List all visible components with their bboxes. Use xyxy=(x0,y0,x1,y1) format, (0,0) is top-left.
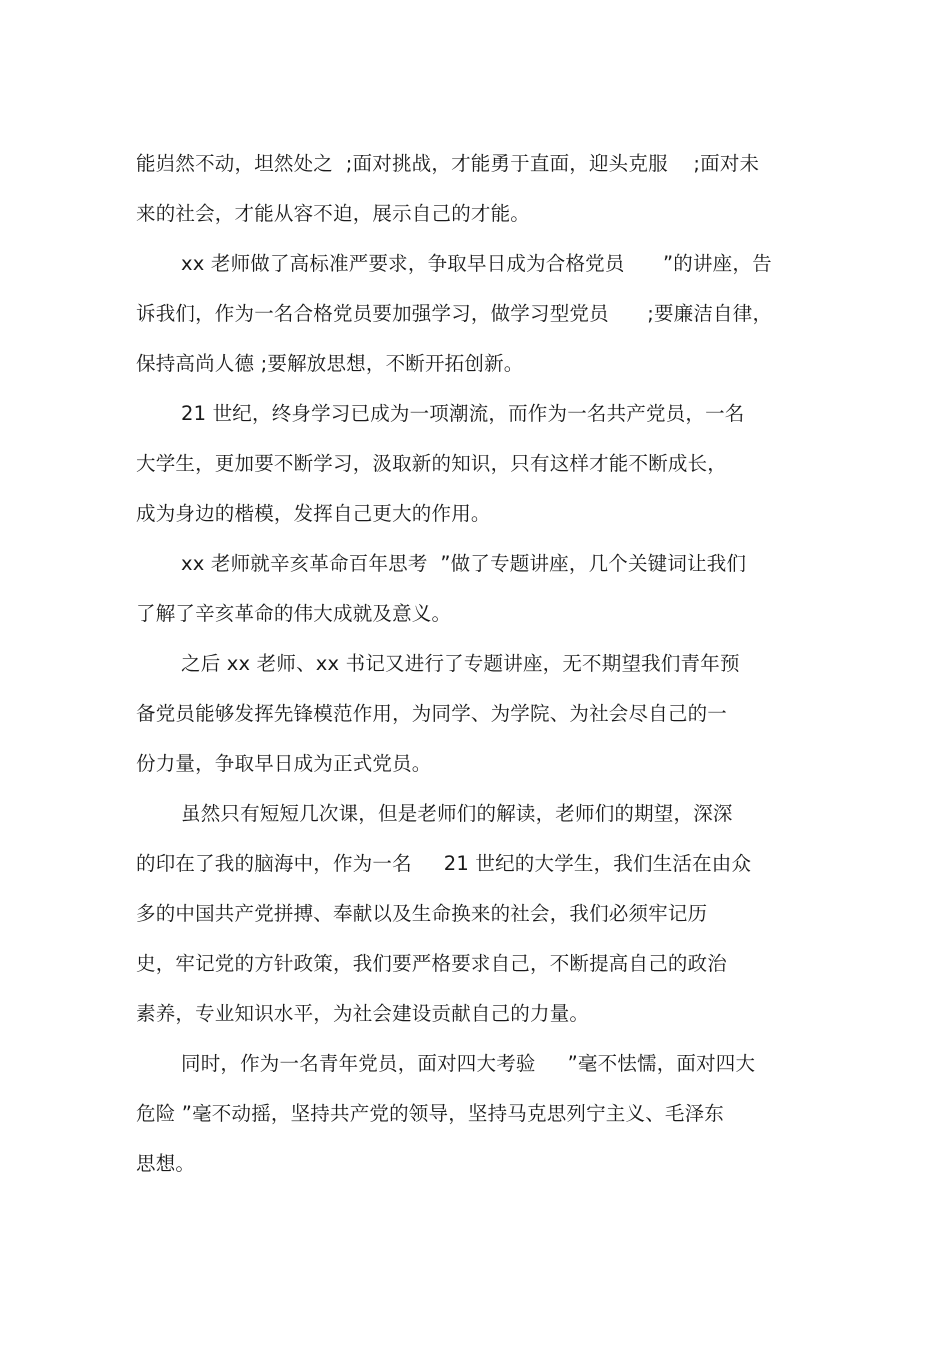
text-line: 保持高尚人德 ;要解放思想，不断开拓创新。 xyxy=(136,352,524,375)
paragraph-first-line: xx 老师做了高标准严要求，争取早日成为合格党员 ”的讲座，告 xyxy=(181,252,772,275)
text-line: 成为身边的楷模，发挥自己更大的作用。 xyxy=(136,502,491,525)
paragraph-first-line: 21 世纪，终身学习已成为一项潮流，而作为一名共产党员，一名 xyxy=(181,402,745,425)
paragraph-first-line: 虽然只有短短几次课，但是老师们的解读，老师们的期望，深深 xyxy=(181,802,733,825)
text-line: 了解了辛亥革命的伟大成就及意义。 xyxy=(136,602,452,625)
text-line: 多的中国共产党拼搏、奉献以及生命换来的社会，我们必须牢记历 xyxy=(136,902,708,925)
text-line: 危险 ”毫不动摇，坚持共产党的领导，坚持马克思列宁主义、毛泽东 xyxy=(136,1102,725,1125)
text-line: 诉我们，作为一名合格党员要加强学习，做学习型党员 ;要廉洁自律， xyxy=(136,302,773,325)
paragraph-first-line: 同时，作为一名青年党员，面对四大考验 ”毫不怯懦，面对四大 xyxy=(181,1052,756,1075)
text-line: 份力量，争取早日成为正式党员。 xyxy=(136,752,432,775)
text-line: 素养，专业知识水平，为社会建设贡献自己的力量。 xyxy=(136,1002,590,1025)
paragraph-first-line: 之后 xx 老师、xx 书记又进行了专题讲座，无不期望我们青年预 xyxy=(181,652,740,675)
text-line: 思想。 xyxy=(136,1152,196,1175)
text-line: 能岿然不动，坦然处之 ;面对挑战，才能勇于直面，迎头克服 ;面对未 xyxy=(136,152,760,175)
text-line: 史，牢记党的方针政策，我们要严格要求自己，不断提高自己的政治 xyxy=(136,952,728,975)
text-line: 来的社会，才能从容不迫，展示自己的才能。 xyxy=(136,202,531,225)
text-line: 的印在了我的脑海中，作为一名 21 世纪的大学生，我们生活在由众 xyxy=(136,852,752,875)
paragraph-first-line: xx 老师就辛亥革命百年思考 ”做了专题讲座，几个关键词让我们 xyxy=(181,552,747,575)
text-line: 大学生，更加要不断学习，汲取新的知识，只有这样才能不断成长， xyxy=(136,452,728,475)
text-line: 备党员能够发挥先锋模范作用，为同学、为学院、为社会尽自己的一 xyxy=(136,702,728,725)
